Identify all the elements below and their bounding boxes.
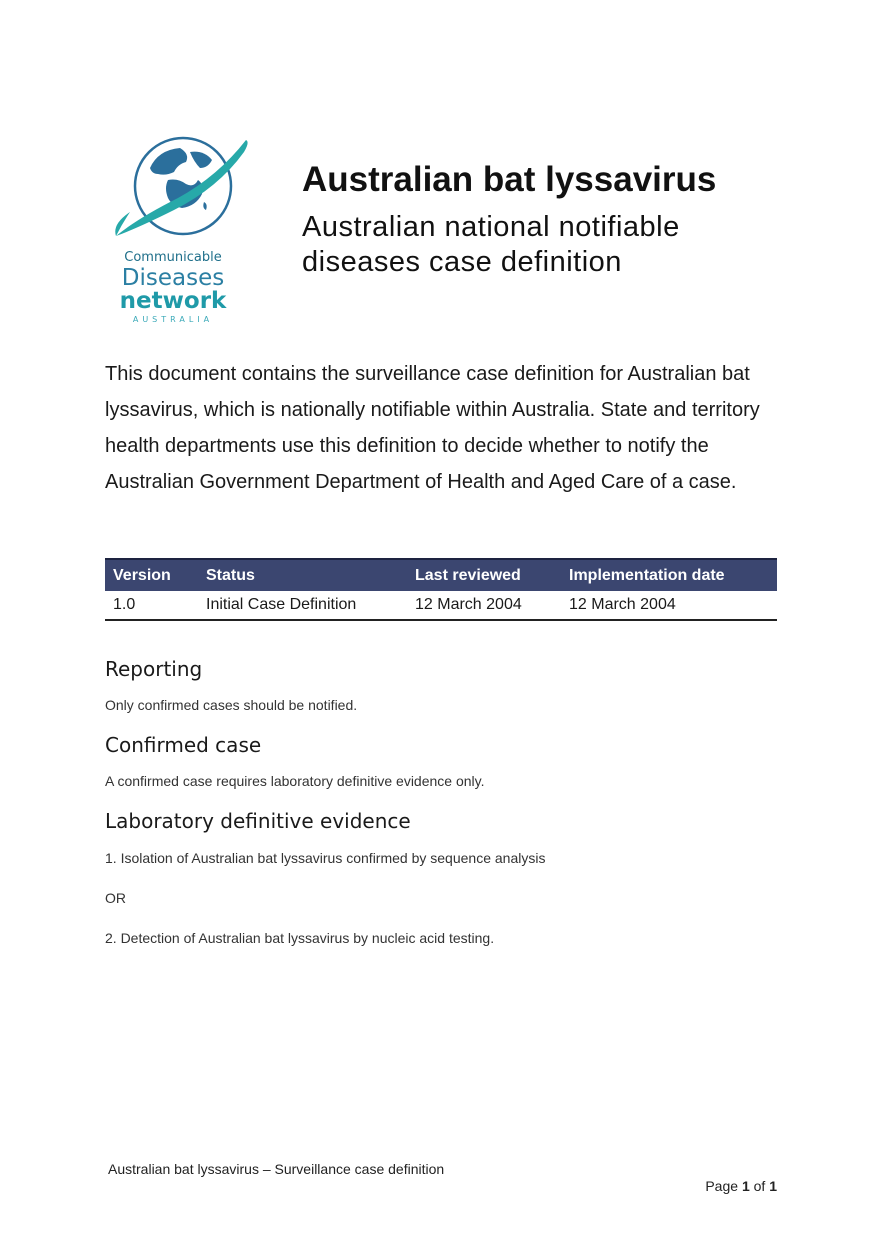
- lab-evidence-item-2: 2. Detection of Australian bat lyssavirus by nucleic acid testing.: [105, 930, 495, 946]
- globe-icon: [108, 128, 258, 248]
- footer-page-total: 1: [769, 1178, 777, 1194]
- confirmed-case-text: A confirmed case requires laboratory definitive evidence only.: [105, 773, 485, 789]
- table-header-row: [105, 559, 777, 591]
- logo-line-diseases: Diseases: [121, 265, 225, 291]
- table-header-last-reviewed: Last reviewed: [407, 559, 561, 591]
- table-cell-implementation-date: 12 March 2004: [561, 591, 777, 620]
- intro-paragraph: This document contains the surveillance case definition for Australian bat lyssavirus, which is nationally notifiable within Australia. State and territory health departments use this definition to decide whether to notify the Australian Government Department of Health and Aged Care of a case.: [105, 363, 760, 493]
- cdna-logo: [108, 128, 258, 328]
- table-row: [105, 591, 777, 620]
- page-subtitle: Australian national notifiable diseases case definition: [302, 211, 680, 278]
- logo-line-network: network: [119, 288, 227, 314]
- reporting-text: Only confirmed cases should be notified.: [105, 697, 358, 713]
- confirmed-case-heading: Confirmed case: [105, 733, 262, 757]
- logo-line-communicable: Communicable: [124, 250, 222, 265]
- table-header-version: Version: [105, 559, 198, 591]
- reporting-heading: Reporting: [105, 657, 203, 681]
- footer-document-title: Australian bat lyssavirus – Surveillance case definition: [108, 1161, 445, 1177]
- table-header-implementation-date: Implementation date: [561, 559, 777, 591]
- version-table: [105, 558, 777, 621]
- table-cell-status: Initial Case Definition: [198, 591, 407, 620]
- table-cell-version: 1.0: [105, 591, 198, 620]
- logo-line-australia: AUSTRALIA: [132, 315, 214, 324]
- lab-evidence-or: OR: [105, 890, 126, 906]
- footer-page-number: [600, 1178, 777, 1194]
- footer-page-word: Page: [705, 1178, 739, 1194]
- table-header-status: Status: [198, 559, 407, 591]
- lab-evidence-item-1: 1. Isolation of Australian bat lyssavirus confirmed by sequence analysis: [105, 850, 546, 866]
- footer-of-word: of: [753, 1178, 766, 1194]
- table-cell-last-reviewed: 12 March 2004: [407, 591, 561, 620]
- page-title: Australian bat lyssavirus: [302, 160, 717, 199]
- lab-evidence-heading: Laboratory definitive evidence: [105, 809, 411, 833]
- footer-page-current: 1: [741, 1178, 750, 1194]
